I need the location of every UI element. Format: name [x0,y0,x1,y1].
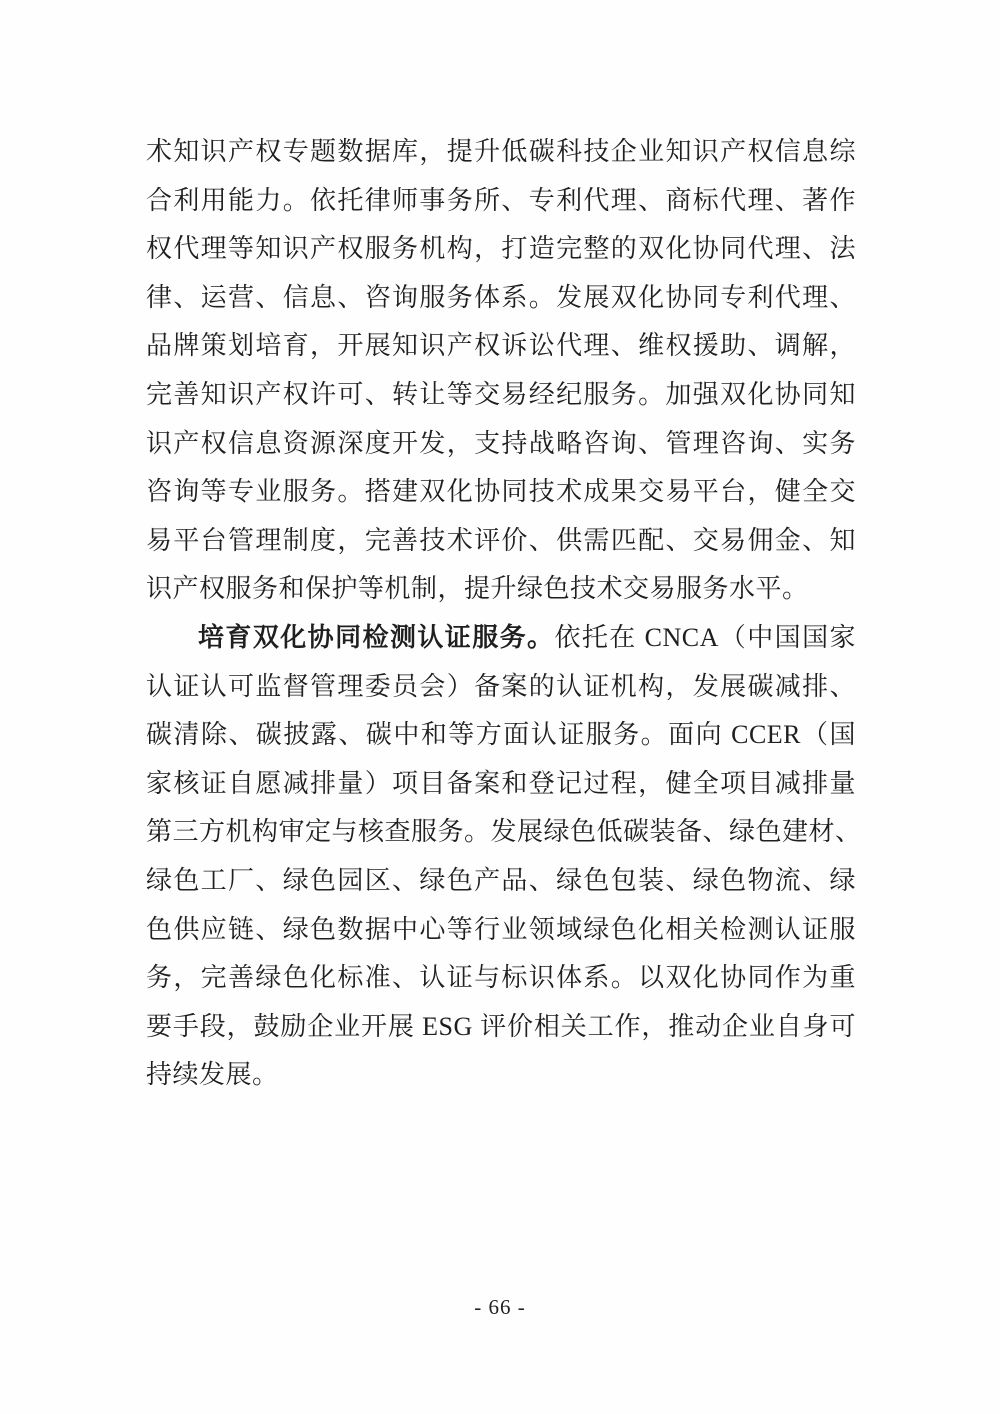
text-line: 持续发展。 [146,1060,279,1090]
text-line: 咨询等专业服务。搭建双化协同技术成果交易平台，健全交 [146,477,856,507]
text-line: 权代理等知识产权服务机构，打造完整的双化协同代理、法 [146,234,856,264]
text-line: 务，完善绿色化标准、认证与标识体系。以双化协同作为重 [146,963,856,993]
text-line: 碳清除、碳披露、碳中和等方面认证服务。面向 CCER（国 [146,720,856,750]
text-line: 色供应链、绿色数据中心等行业领域绿色化相关检测认证服 [146,914,856,944]
paragraph-1 [146,128,856,614]
text-line: 绿色工厂、绿色园区、绿色产品、绿色包装、绿色物流、绿 [146,865,856,895]
text-line: 易平台管理制度，完善技术评价、供需匹配、交易佣金、知 [146,525,856,555]
paragraph-2 [146,614,862,1100]
text-line [146,614,856,663]
text-line: 识产权信息资源深度开发，支持战略咨询、管理咨询、实务 [146,428,856,458]
text-block [146,128,862,1100]
text-line: 品牌策划培育，开展知识产权诉讼代理、维权援助、调解， [146,331,856,361]
text-line: 要手段，鼓励企业开展 ESG 评价相关工作，推动企业自身可 [146,1011,856,1041]
text-line: 认证认可监督管理委员会）备案的认证机构，发展碳减排、 [146,671,856,701]
paragraph-heading: 培育双化协同检测认证服务。 [198,622,555,652]
text-line: 完善知识产权许可、转让等交易经纪服务。加强双化协同知 [146,379,856,409]
page-number: - 66 - [474,1295,526,1319]
text-line: 合利用能力。依托律师事务所、专利代理、商标代理、著作 [146,185,856,215]
text-line: 识产权服务和保护等机制，提升绿色技术交易服务水平。 [146,574,809,604]
text-line: 律、运营、信息、咨询服务体系。发展双化协同专利代理、 [146,282,856,312]
paragraph-text: 依托在 CNCA（中国国家 [554,622,856,652]
text-line: 术知识产权专题数据库，提升低碳科技企业知识产权信息综 [146,137,856,166]
text-line: 家核证自愿减排量）项目备案和登记过程，健全项目减排量 [146,768,856,798]
text-line: 第三方机构审定与核查服务。发展绿色低碳装备、绿色建材、 [146,817,862,847]
